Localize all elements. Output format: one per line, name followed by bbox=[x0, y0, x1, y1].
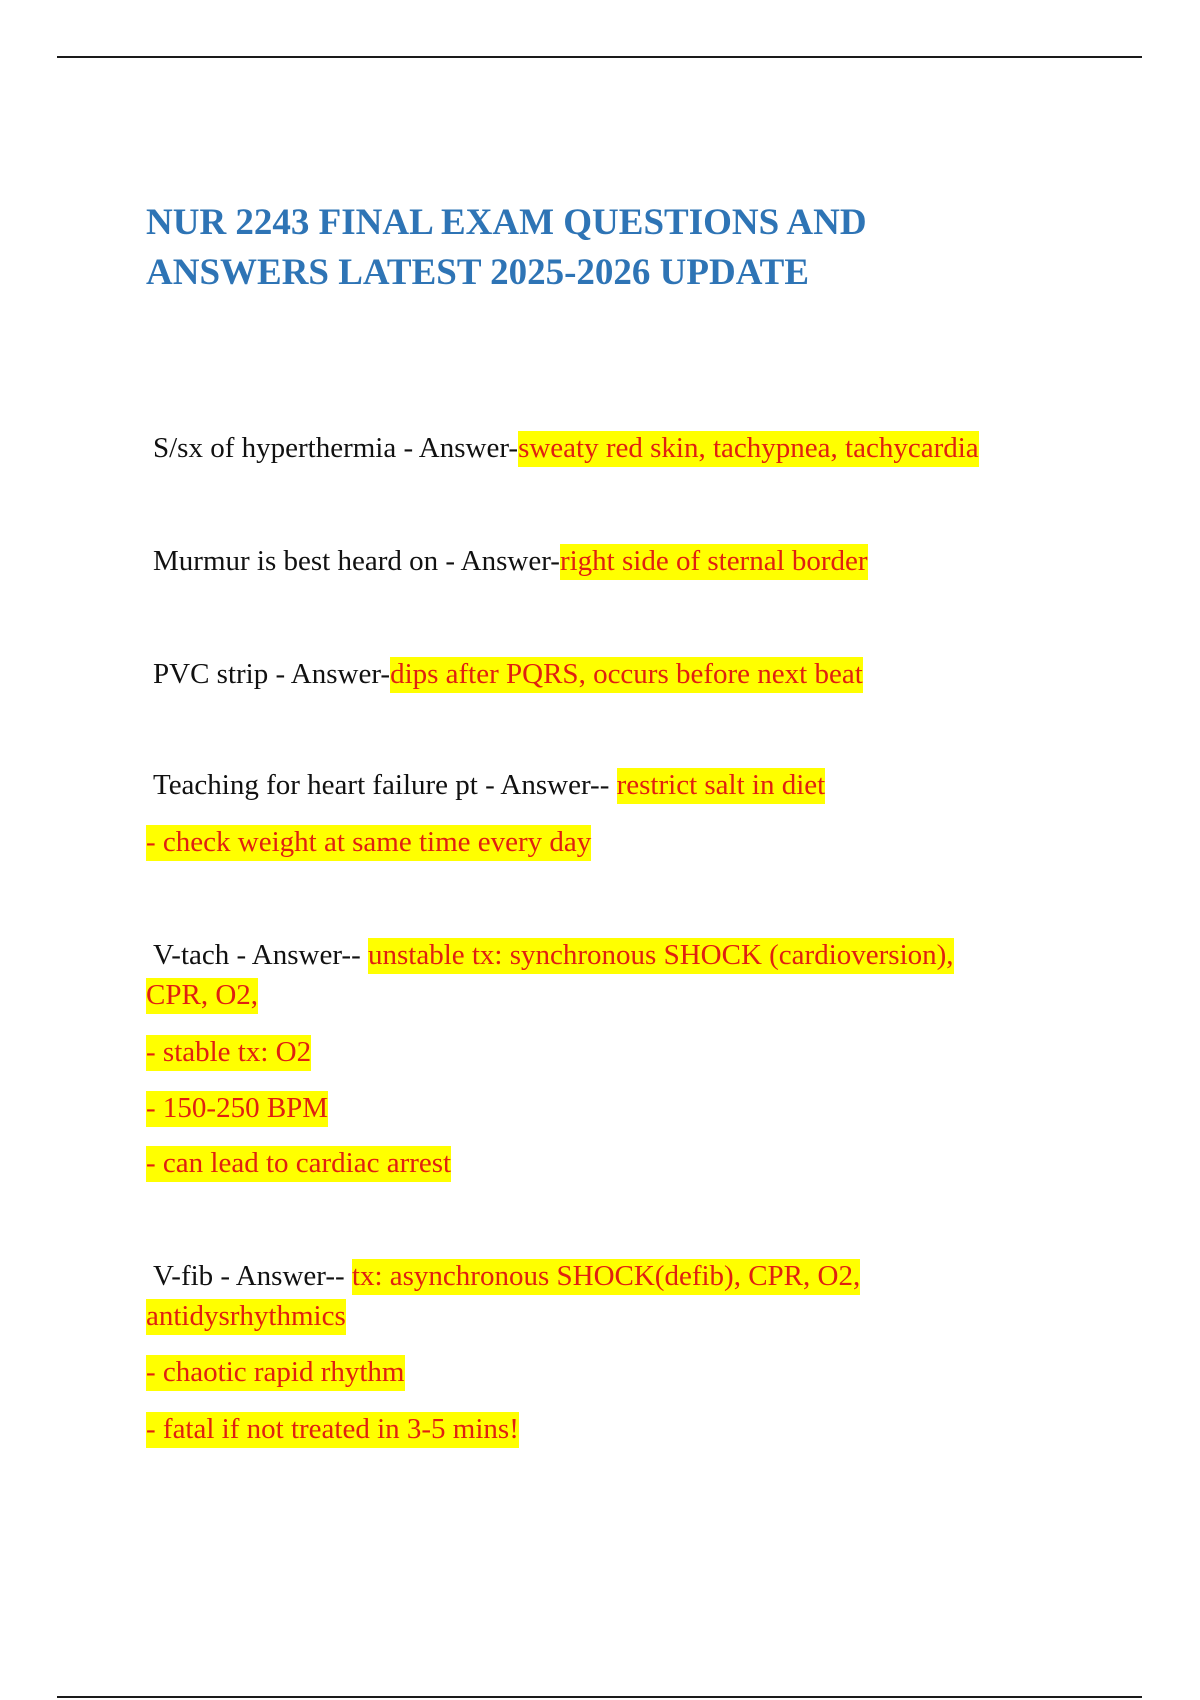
answer-wrap bbox=[146, 1297, 346, 1335]
qa-item-v-fib bbox=[153, 1257, 860, 1295]
page-title bbox=[146, 198, 1106, 298]
answer-highlight: tx: asynchronous SHOCK(defib), CPR, O2, bbox=[352, 1259, 860, 1295]
answer-highlight: - can lead to cardiac arrest bbox=[146, 1146, 451, 1182]
qa-item-heart-failure bbox=[153, 766, 825, 804]
answer-highlight: unstable tx: synchronous SHOCK (cardioversion), bbox=[368, 938, 954, 974]
qa-item-murmur bbox=[153, 542, 868, 580]
answer-highlight: right side of sternal border bbox=[560, 544, 868, 580]
answer-highlight: - fatal if not treated in 3-5 mins! bbox=[146, 1412, 519, 1448]
answer-continuation bbox=[146, 1353, 405, 1391]
question-text: PVC strip - Answer- bbox=[153, 658, 391, 690]
question-text: S/sx of hyperthermia - Answer- bbox=[153, 432, 519, 464]
answer-highlight: - stable tx: O2 bbox=[146, 1035, 311, 1071]
answer-continuation bbox=[146, 823, 591, 861]
title-line-2: ANSWERS LATEST 2025-2026 UPDATE bbox=[146, 252, 810, 293]
answer-highlight: - 150-250 BPM bbox=[146, 1091, 328, 1127]
answer-highlight: dips after PQRS, occurs before next beat bbox=[390, 657, 863, 693]
question-text: V-fib - Answer-- bbox=[153, 1260, 352, 1292]
answer-continuation bbox=[146, 1144, 451, 1182]
answer-wrap bbox=[146, 976, 258, 1014]
qa-item-hyperthermia bbox=[153, 429, 979, 467]
qa-item-pvc-strip bbox=[153, 655, 863, 693]
question-text: V-tach - Answer-- bbox=[153, 939, 368, 971]
answer-highlight: - check weight at same time every day bbox=[146, 825, 591, 861]
answer-highlight: sweaty red skin, tachypnea, tachycardia bbox=[518, 431, 979, 467]
answer-continuation bbox=[146, 1033, 311, 1071]
answer-continuation bbox=[146, 1089, 328, 1127]
qa-item-v-tach bbox=[153, 936, 954, 974]
answer-highlight: restrict salt in diet bbox=[617, 768, 826, 804]
answer-highlight: CPR, O2, bbox=[146, 978, 258, 1014]
question-text: Murmur is best heard on - Answer- bbox=[153, 545, 560, 577]
answer-highlight: antidysrhythmics bbox=[146, 1299, 346, 1335]
footer-rule bbox=[57, 1696, 1142, 1698]
question-text: Teaching for heart failure pt - Answer-- bbox=[153, 769, 617, 801]
answer-continuation bbox=[146, 1410, 519, 1448]
answer-highlight: - chaotic rapid rhythm bbox=[146, 1355, 405, 1391]
title-line-1: NUR 2243 FINAL EXAM QUESTIONS AND bbox=[146, 202, 867, 243]
header-rule bbox=[57, 56, 1142, 58]
